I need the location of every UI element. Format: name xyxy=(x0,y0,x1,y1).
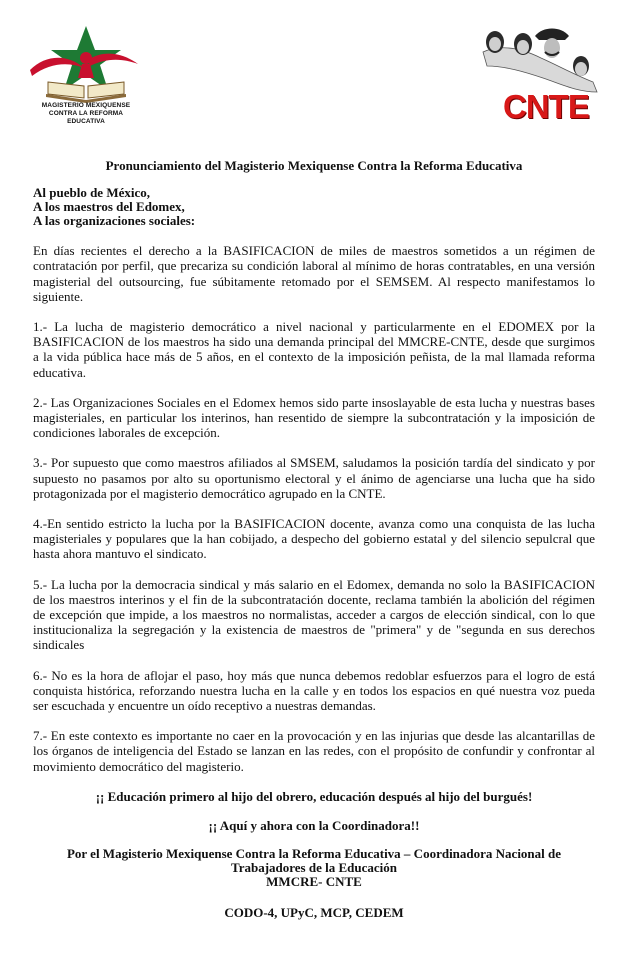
header xyxy=(0,0,626,150)
signature-line: Por el Magisterio Mexiquense Contra la Reforma Educativa – Coordinadora Nacional de xyxy=(66,846,562,862)
mmcre-logo-text xyxy=(26,102,146,126)
point-6-paragraph: 6.- No es la hora de aflojar el paso, hoy más que nunca debemos redoblar esfuerzos para el logro de está conquista histórica, reforzando nuestra lucha en la calle y en todos los espacios en qué nuestra voz pueda ser escuchada y encuentre un oído receptivo a nuestras demandas. xyxy=(33,667,595,714)
mmcre-logo-line3: EDUCATIVA xyxy=(67,118,105,125)
greeting-line: Al pueblo de México, xyxy=(33,185,150,201)
document-body xyxy=(33,158,595,921)
greeting-line: A los maestros del Edomex, xyxy=(33,199,185,215)
greeting xyxy=(33,186,595,228)
cnte-logo xyxy=(481,22,603,134)
signature-line: Trabajadores de la Educación xyxy=(230,860,397,876)
point-3-paragraph: 3.- Por supuesto que como maestros afiliados al SMSEM, saludamos la posición tardía del sindicato y por supuesto no pasamos por alto su oportunismo electoral y el ánimo de agenciarse una lucha que ha sido protagonizada por el magisterio democrático agrupado en la CNTE. xyxy=(33,455,595,501)
slogan-education: ¡¡ Educación primero al hijo del obrero, educación después al hijo del burgués! xyxy=(95,788,533,804)
organizations-list: CODO-4, UPyC, MCP, CEDEM xyxy=(224,905,404,921)
document-title: Pronunciamiento del Magisterio Mexiquense Contra la Reforma Educativa xyxy=(105,158,523,173)
intro-paragraph: En días recientes el derecho a la BASIFICACION de miles de maestros sometidos a un régimen de contratación por perfil, que precariza su condición laboral al mínimo de horas contratables, en una versión magisterial del outsourcing, fue súbitamente retomado por el SEMSEM. Al respecto manifestamos lo siguiente. xyxy=(33,243,595,304)
point-4-paragraph: 4.-En sentido estricto la lucha por la BASIFICACION docente, avanza como una conquista de las lucha magisteriales y populares que la han cobijado, a despecho del gobierno estatal y del silencio sepulcral que hasta ahora mantuvo el sindicato. xyxy=(33,516,595,562)
mmcre-logo-line1: MAGISTERIO MEXIQUENSE xyxy=(41,102,131,109)
point-7-paragraph: 7.- En este contexto es importante no caer en la provocación y en las injurias que desde las alcantarillas de los órganos de inteligencia del Estado se lanzan en las redes, con el propósito de confundir y confrontar al movimiento democrático del magisterio. xyxy=(33,728,595,774)
star-book-emblem-icon xyxy=(26,20,146,104)
point-5-paragraph: 5.- La lucha por la democracia sindical y más salario en el Edomex, demanda no solo la BASIFICACION de los maestros interinos y el fin de la subcontratación docente, reclama también la abolición del régimen de excepción que impide, a los maestros no normalistas, acceder a cargos de elección sindical, con lo que institucionaliza la segregación y la existencia de maestros de "primera" y de "segunda en sus derechos sindicales xyxy=(33,576,595,653)
greeting-line: A las organizaciones sociales: xyxy=(33,213,196,229)
mmcre-logo-line2: CONTRA LA REFORMA xyxy=(48,110,124,117)
point-2-paragraph: 2.- Las Organizaciones Sociales en el Edomex hemos sido parte insoslayable de esta lucha y nuestras bases magisteriales, en particular los interinos, han resentido de siempre la subcontratación y la imposición de condiciones laborales de excepción. xyxy=(33,394,595,441)
signature-block xyxy=(33,847,595,889)
signature-line: MMCRE- CNTE xyxy=(266,874,362,890)
point-1-paragraph: 1.- La lucha de magisterio democrático a nivel nacional y particularmente en el EDOMEX por la BASIFICACION de los maestros ha sido una demanda principal del MMCRE-CNTE, desde que surgimos a la vida pública hace más de 5 años, en el contexto de la imposición peñista, de la mal llamada reforma educativa. xyxy=(33,319,595,380)
slogan-coordinadora: ¡¡ Aquí y ahora con la Coordinadora!! xyxy=(208,818,420,834)
cnte-wordmark: CNTE xyxy=(503,88,589,125)
mmcre-logo xyxy=(26,20,146,138)
